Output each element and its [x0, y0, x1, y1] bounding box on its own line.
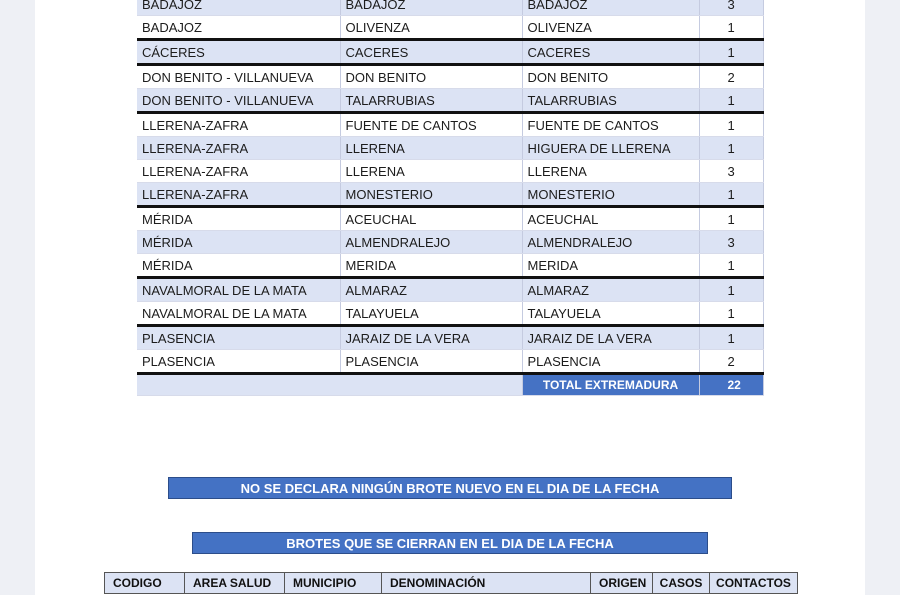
- cell-localidad: CACERES: [522, 40, 699, 65]
- cell-localidad: JARAIZ DE LA VERA: [522, 326, 699, 350]
- cell-area: MÉRIDA: [137, 231, 340, 254]
- cell-municipio: MONESTERIO: [340, 183, 522, 207]
- cell-municipio: ACEUCHAL: [340, 207, 522, 231]
- cell-area: LLERENA-ZAFRA: [137, 113, 340, 137]
- cases-table: [137, 0, 764, 396]
- header-origen: ORIGEN: [591, 573, 653, 594]
- cell-localidad: TALAYUELA: [522, 302, 699, 326]
- cell-casos: 2: [699, 65, 763, 89]
- table-row: [137, 231, 763, 254]
- cell-casos: 1: [699, 113, 763, 137]
- cell-area: DON BENITO - VILLANUEVA: [137, 65, 340, 89]
- cell-casos: 1: [699, 183, 763, 207]
- cell-municipio: ALMARAZ: [340, 278, 522, 302]
- total-spacer: [137, 374, 522, 396]
- table-row: [137, 40, 763, 65]
- cell-municipio: OLIVENZA: [340, 16, 522, 40]
- cell-casos: 3: [699, 0, 763, 16]
- table-row: [137, 350, 763, 374]
- cell-municipio: LLERENA: [340, 160, 522, 183]
- total-label: TOTAL EXTREMADURA: [522, 374, 699, 396]
- cell-municipio: TALARRUBIAS: [340, 89, 522, 113]
- closed-outbreaks-banner: BROTES QUE SE CIERRAN EN EL DIA DE LA FECHA: [192, 532, 708, 554]
- table-row: [137, 254, 763, 278]
- cell-localidad: MONESTERIO: [522, 183, 699, 207]
- cell-localidad: HIGUERA DE LLERENA: [522, 137, 699, 160]
- cell-area: PLASENCIA: [137, 326, 340, 350]
- cell-localidad: TALARRUBIAS: [522, 89, 699, 113]
- cell-localidad: PLASENCIA: [522, 350, 699, 374]
- table-row: [137, 16, 763, 40]
- header-municipio: MUNICIPIO: [285, 573, 382, 594]
- header-area-salud: AREA SALUD: [185, 573, 285, 594]
- table-row: [137, 207, 763, 231]
- cell-casos: 1: [699, 278, 763, 302]
- cell-casos: 1: [699, 302, 763, 326]
- cell-municipio: DON BENITO: [340, 65, 522, 89]
- cell-area: LLERENA-ZAFRA: [137, 183, 340, 207]
- cell-municipio: MERIDA: [340, 254, 522, 278]
- table-row: [137, 113, 763, 137]
- table-row: [137, 137, 763, 160]
- cell-municipio: JARAIZ DE LA VERA: [340, 326, 522, 350]
- cell-localidad: LLERENA: [522, 160, 699, 183]
- closed-outbreaks-table: [104, 572, 798, 594]
- table-row: [137, 302, 763, 326]
- cell-casos: 1: [699, 16, 763, 40]
- no-new-outbreaks-banner: NO SE DECLARA NINGÚN BROTE NUEVO EN EL DIA DE LA FECHA: [168, 477, 732, 499]
- cell-casos: 1: [699, 40, 763, 65]
- cell-area: MÉRIDA: [137, 207, 340, 231]
- table-row: [137, 65, 763, 89]
- closed-table-header-row: [105, 573, 798, 594]
- cell-casos: 1: [699, 89, 763, 113]
- cell-localidad: ACEUCHAL: [522, 207, 699, 231]
- cell-municipio: BADAJOZ: [340, 0, 522, 16]
- table-row: [137, 183, 763, 207]
- cell-area: CÁCERES: [137, 40, 340, 65]
- cell-casos: 2: [699, 350, 763, 374]
- header-contactos: CONTACTOS: [710, 573, 798, 594]
- header-casos: CASOS: [653, 573, 710, 594]
- cell-localidad: OLIVENZA: [522, 16, 699, 40]
- cell-casos: 1: [699, 326, 763, 350]
- cell-area: NAVALMORAL DE LA MATA: [137, 278, 340, 302]
- cell-area: PLASENCIA: [137, 350, 340, 374]
- cell-municipio: LLERENA: [340, 137, 522, 160]
- cell-municipio: ALMENDRALEJO: [340, 231, 522, 254]
- cell-casos: 1: [699, 137, 763, 160]
- cell-localidad: ALMARAZ: [522, 278, 699, 302]
- document-page: [35, 0, 865, 595]
- cell-area: LLERENA-ZAFRA: [137, 137, 340, 160]
- cell-casos: 3: [699, 231, 763, 254]
- cell-casos: 1: [699, 207, 763, 231]
- cell-area: MÉRIDA: [137, 254, 340, 278]
- cell-localidad: FUENTE DE CANTOS: [522, 113, 699, 137]
- cell-localidad: DON BENITO: [522, 65, 699, 89]
- table-row: [137, 160, 763, 183]
- cell-localidad: ALMENDRALEJO: [522, 231, 699, 254]
- cell-localidad: BADAJOZ: [522, 0, 699, 16]
- cell-area: BADAJOZ: [137, 16, 340, 40]
- cell-casos: 3: [699, 160, 763, 183]
- cell-localidad: MERIDA: [522, 254, 699, 278]
- header-codigo: CODIGO: [105, 573, 185, 594]
- cell-area: BADAJOZ: [137, 0, 340, 16]
- header-denominacion: DENOMINACIÓN: [382, 573, 591, 594]
- cell-municipio: CACERES: [340, 40, 522, 65]
- cell-casos: 1: [699, 254, 763, 278]
- table-row: [137, 278, 763, 302]
- cell-area: DON BENITO - VILLANUEVA: [137, 89, 340, 113]
- table-row: [137, 89, 763, 113]
- cell-municipio: PLASENCIA: [340, 350, 522, 374]
- cell-municipio: TALAYUELA: [340, 302, 522, 326]
- table-row: [137, 326, 763, 350]
- total-value: 22: [699, 374, 763, 396]
- total-row: [137, 374, 763, 396]
- cell-area: LLERENA-ZAFRA: [137, 160, 340, 183]
- cell-area: NAVALMORAL DE LA MATA: [137, 302, 340, 326]
- cell-municipio: FUENTE DE CANTOS: [340, 113, 522, 137]
- table-row: [137, 0, 763, 16]
